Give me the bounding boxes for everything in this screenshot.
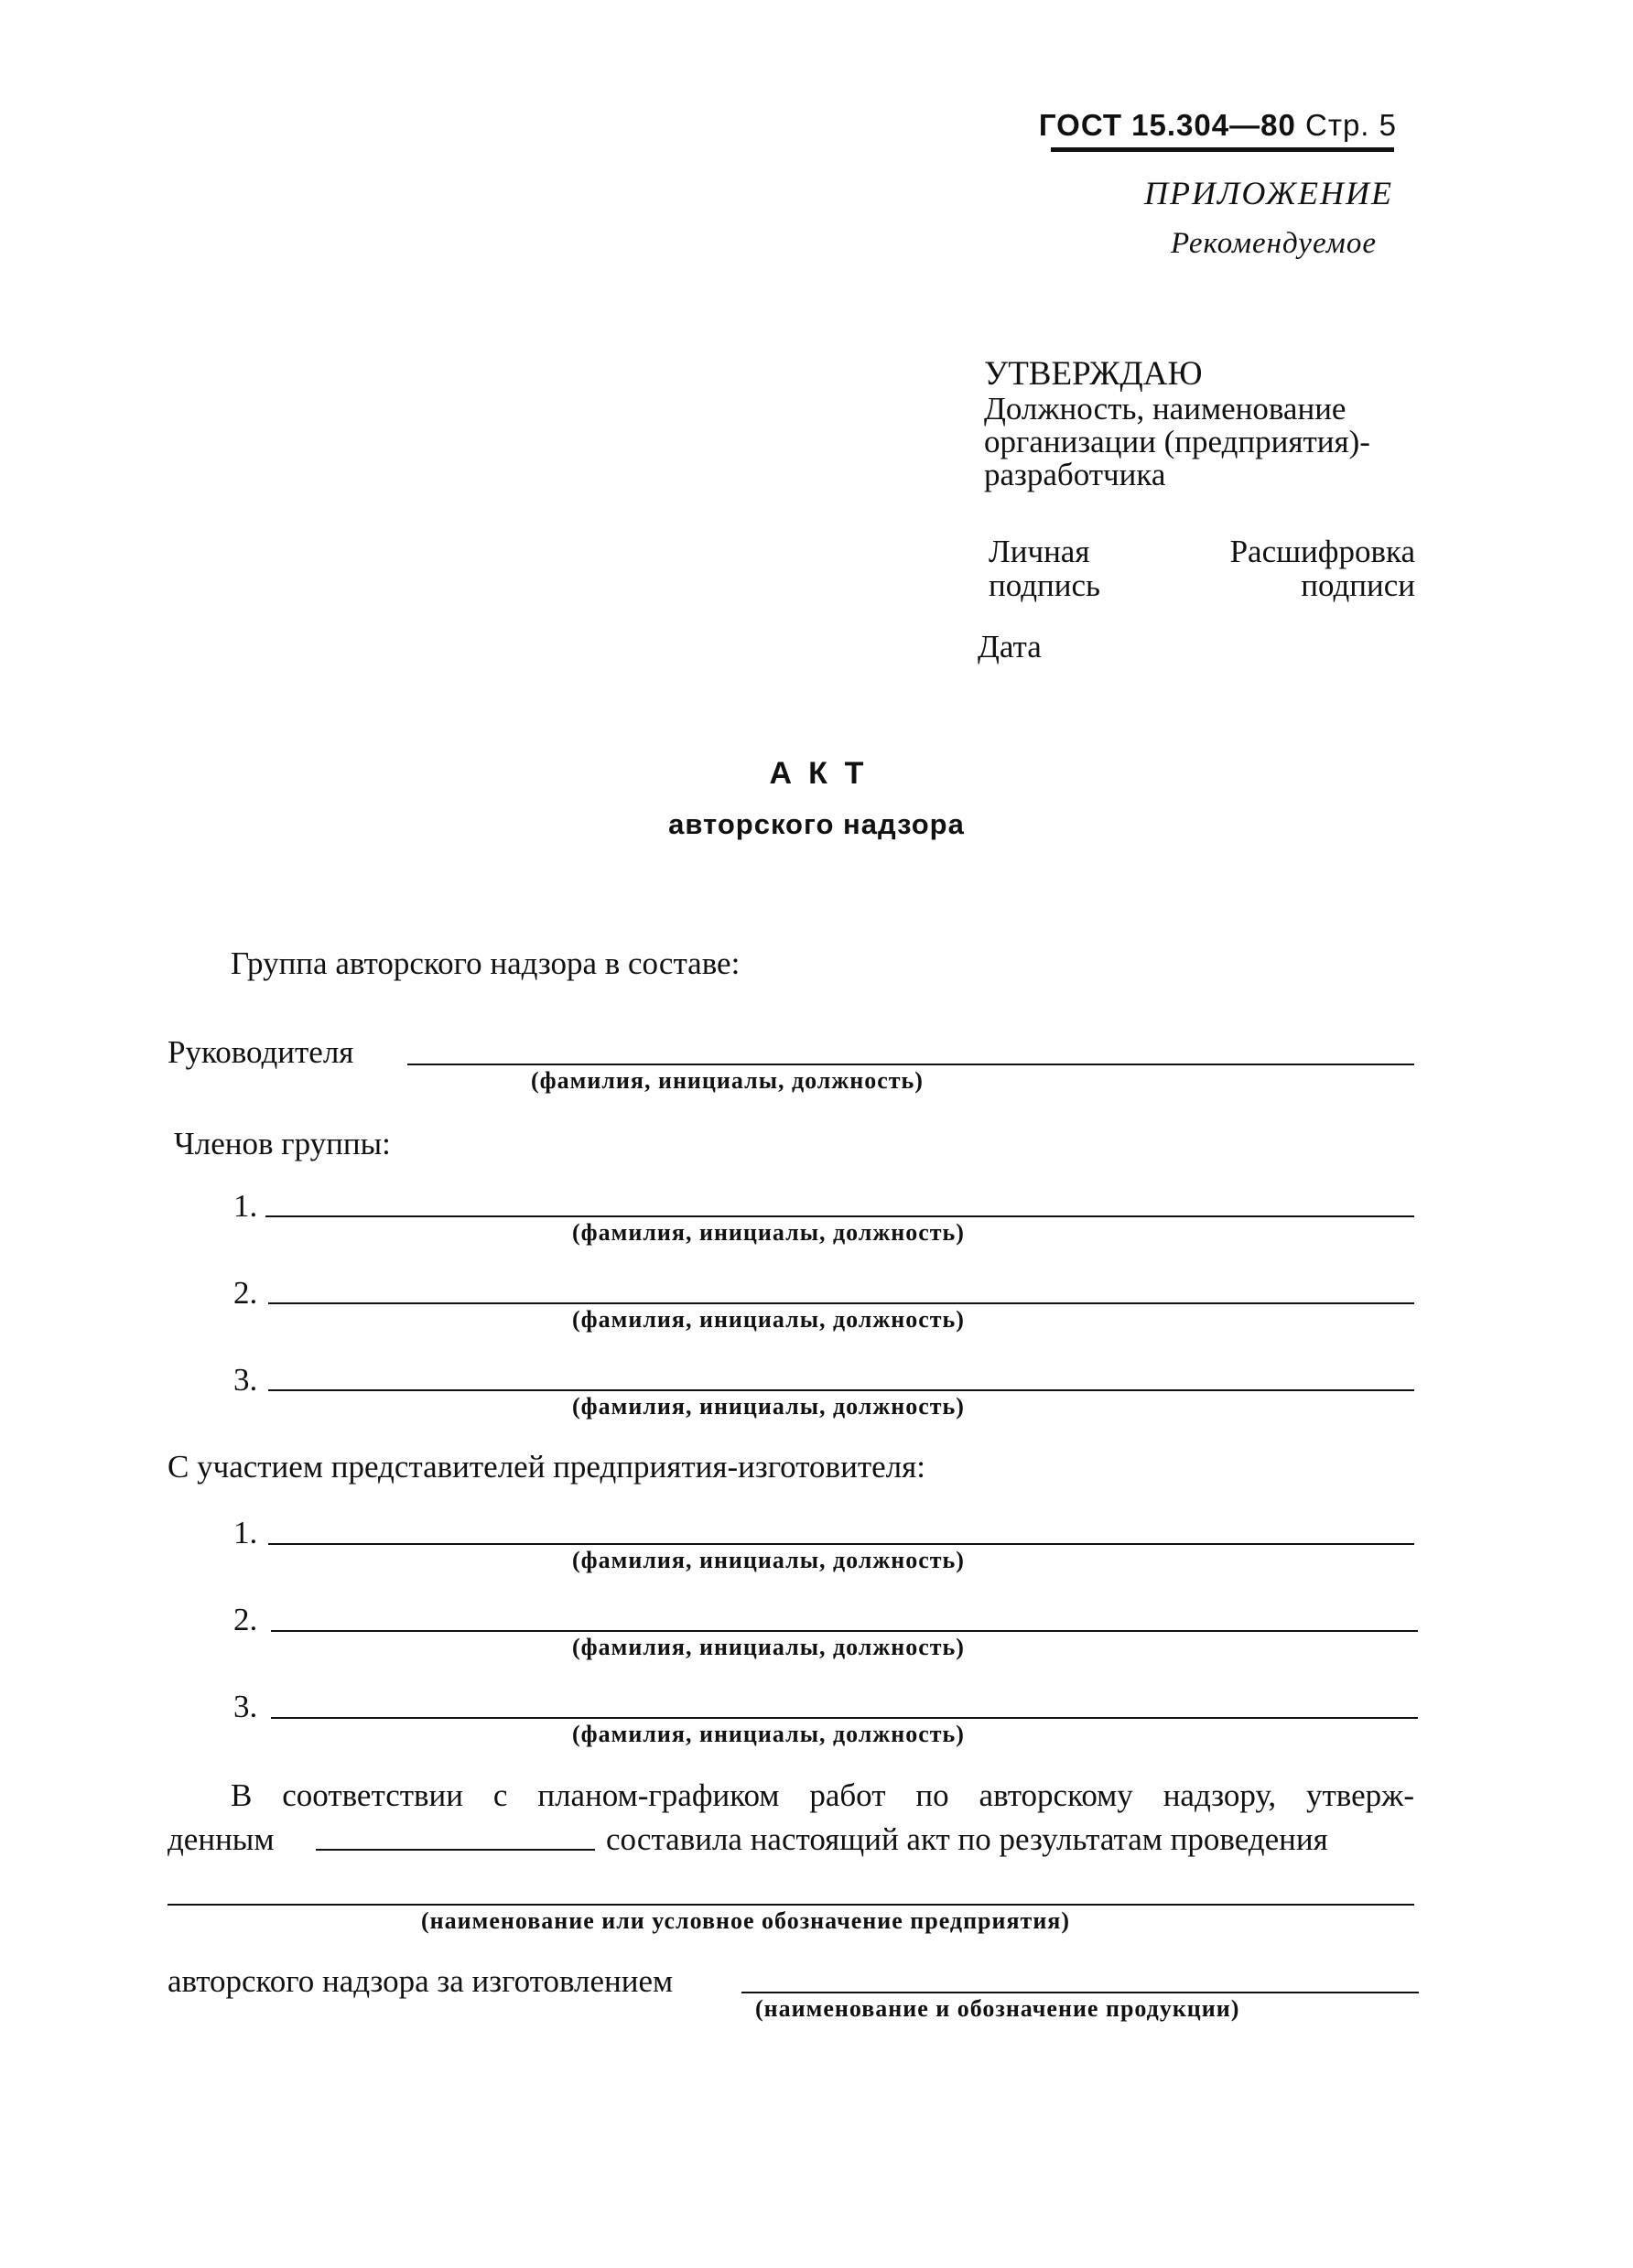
- paragraph-line-2-end: составила настоящий акт по результатам проведения: [606, 1821, 1328, 1857]
- approval-title: УТВЕРЖДАЮ: [984, 355, 1203, 393]
- member-3-number: 3.: [233, 1362, 258, 1398]
- approval-date-field[interactable]: [316, 1849, 595, 1851]
- paragraph-line-1: В соответствии с планом-графиком работ по авторскому надзору, утверж-: [231, 1777, 1414, 1813]
- production-caption: (наименование и обозначение продукции): [755, 1995, 1240, 2022]
- rep-1-caption: (фамилия, инициалы, должность): [572, 1547, 965, 1573]
- rep-2-field[interactable]: [271, 1630, 1418, 1632]
- appendix-title: ПРИЛОЖЕНИЕ: [1144, 175, 1393, 211]
- signature-transcript-label: [1230, 535, 1415, 602]
- members-label: Членов группы:: [174, 1126, 391, 1161]
- member-2-number: 2.: [233, 1275, 258, 1311]
- act-title: АКТ: [769, 756, 881, 791]
- page-number: Стр. 5: [1305, 108, 1397, 142]
- rep-3-field[interactable]: [271, 1717, 1418, 1719]
- rep-3-number: 3.: [233, 1689, 258, 1724]
- header-underline: [1051, 147, 1394, 152]
- member-2-field[interactable]: [268, 1302, 1414, 1304]
- rep-3-caption: (фамилия, инициалы, должность): [572, 1721, 965, 1747]
- rep-1-number: 1.: [233, 1515, 258, 1550]
- document-header: [1039, 108, 1397, 143]
- approval-position-line: [984, 392, 1414, 426]
- standard-number: ГОСТ 15.304—80: [1038, 108, 1296, 142]
- approval-line-2: организации (предприятия)-: [984, 424, 1370, 459]
- approval-line-1: Должность, наименование: [984, 391, 1346, 427]
- member-1-field[interactable]: [265, 1215, 1414, 1217]
- leader-field[interactable]: [407, 1064, 1414, 1065]
- rep-1-field[interactable]: [268, 1543, 1414, 1545]
- production-label: авторского надзора за изготовлением: [168, 1963, 674, 1999]
- appendix-subtitle: Рекомендуемое: [1170, 227, 1377, 260]
- member-2-caption: (фамилия, инициалы, должность): [572, 1306, 965, 1333]
- member-1-number: 1.: [233, 1188, 258, 1224]
- group-intro: Группа авторского надзора в составе:: [231, 945, 741, 981]
- date-label: Дата: [978, 629, 1042, 664]
- rep-2-number: 2.: [233, 1602, 258, 1637]
- member-3-field[interactable]: [268, 1389, 1414, 1391]
- rep-2-caption: (фамилия, инициалы, должность): [572, 1634, 965, 1660]
- personal-signature-label: [989, 535, 1100, 602]
- paragraph-line-2-start: денным: [168, 1821, 275, 1857]
- signature-left-line-2: подпись: [989, 567, 1100, 603]
- representatives-label: С участием представителей предприятия-изготовителя:: [168, 1449, 925, 1485]
- production-field[interactable]: [741, 1992, 1419, 1993]
- member-1-caption: (фамилия, инициалы, должность): [572, 1219, 965, 1246]
- signature-right-line-1: Расшифровка: [1229, 534, 1415, 569]
- approval-line-3: разработчика: [984, 457, 1166, 492]
- leader-caption: (фамилия, инициалы, должность): [531, 1067, 924, 1094]
- enterprise-caption: (наименование или условное обозначение предприятия): [421, 1907, 1071, 1934]
- member-3-caption: (фамилия, инициалы, должность): [572, 1393, 965, 1420]
- signature-right-line-2: подписи: [1301, 567, 1415, 603]
- enterprise-field[interactable]: [168, 1904, 1414, 1906]
- signature-left-line-1: Личная: [989, 534, 1090, 569]
- act-subtitle: авторского надзора: [668, 808, 965, 840]
- leader-label: Руководителя: [168, 1034, 354, 1070]
